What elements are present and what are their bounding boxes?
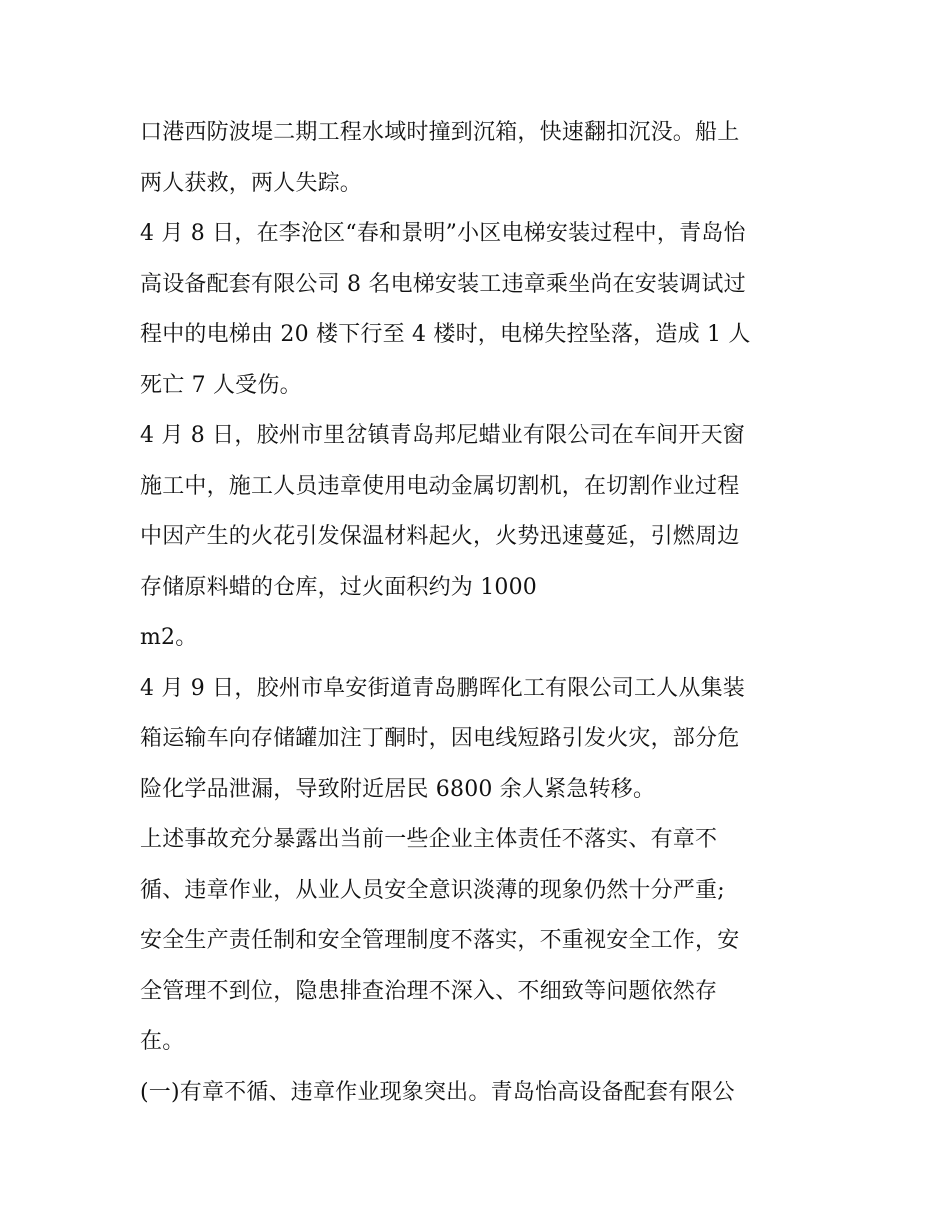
text-line: 存储原料蜡的仓库，过火面积约为 1000 [140, 574, 537, 600]
text-line: 施工中，施工人员违章使用电动金属切割机，在切割作业过程 [140, 473, 740, 499]
text-line: 险化学品泄漏，导致附近居民 6800 余人紧急转移。 [140, 776, 656, 802]
text-line: 中因产生的火花引发保温材料起火，火势迅速蔓延，引燃周边 [140, 524, 740, 549]
text-line: 4 月 8 日，在李沧区“春和景明”小区电梯安装过程中，青岛怡 [140, 221, 746, 246]
text-line: 口港西防波堤二期工程水域时撞到沉箱，快速翻扣沉没。船上 [140, 120, 740, 145]
text-line: m2。 [140, 625, 198, 650]
text-line: 死亡 7 人受伤。 [140, 372, 302, 398]
text-line: (一)有章不循、违章作业现象突出。青岛怡高设备配套有限公 [140, 1079, 735, 1105]
text-line: 循、违章作业，从业人员安全意识淡薄的现象仍然十分严重; [140, 877, 725, 903]
text-line: 4 月 8 日，胶州市里岔镇青岛邦尼蜡业有限公司在车间开天窗 [140, 423, 745, 448]
text-line: 两人获救，两人失踪。 [140, 170, 363, 196]
text-line: 全管理不到位，隐患排查治理不深入、不细致等问题依然存 [140, 978, 718, 1004]
text-line: 程中的电梯由 20 楼下行至 4 楼时，电梯失控坠落，造成 1 人 [140, 322, 751, 347]
body-text [140, 108, 812, 1118]
text-line: 高设备配套有限公司 8 名电梯安装工违章乘坐尚在安装调试过 [140, 271, 746, 297]
text-line: 箱运输车向存储罐加注丁酮时，因电线短路引发火灾，部分危 [140, 726, 740, 751]
text-line: 4 月 9 日，胶州市阜安街道青岛鹏晖化工有限公司工人从集装 [140, 675, 745, 701]
text-line: 上述事故充分暴露出当前一些企业主体责任不落实、有章不 [140, 827, 718, 852]
text-line: 在。 [140, 1029, 185, 1054]
text-line: 安全生产责任制和安全管理制度不落实，不重视安全工作，安 [140, 928, 740, 953]
